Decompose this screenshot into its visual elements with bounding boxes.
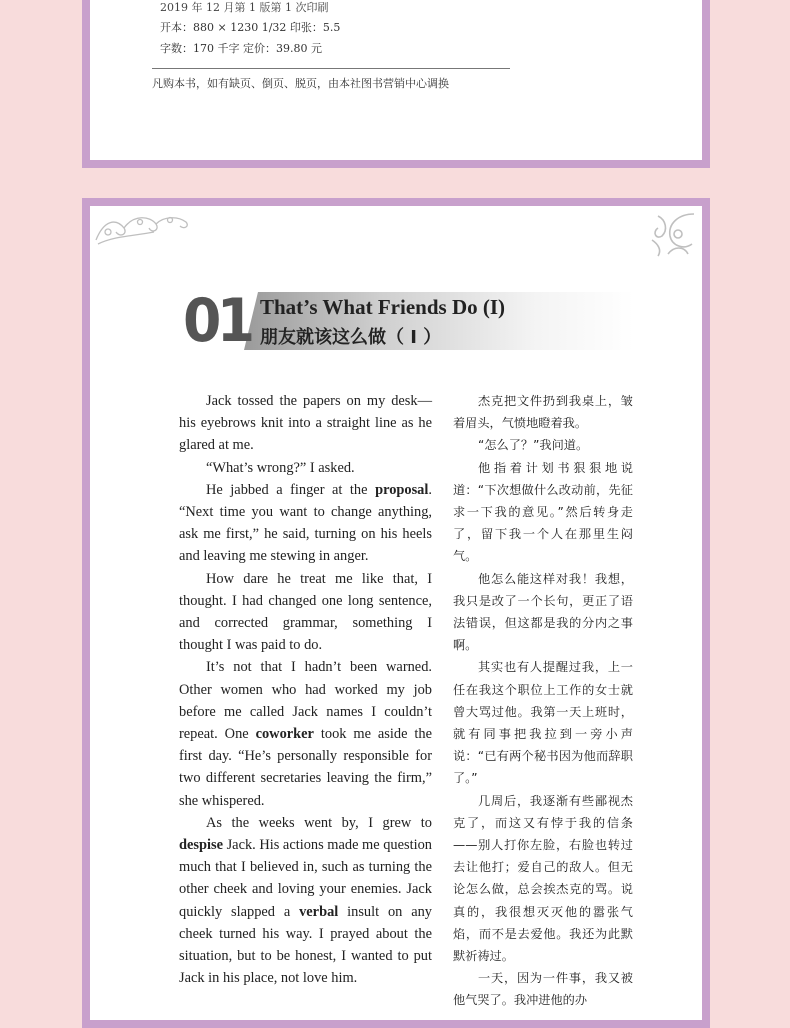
- imprint-print-run: 2019 年 12 月第 1 版第 1 次印刷: [160, 1, 329, 14]
- english-paragraph: As the weeks went by, I grew to despise Jack. His actions made me question much that I believed in, such as turning the other cheek and loving your enemies. Jack quickly slapped a verbal insult on any cheek turned his way. I prayed about the situation, but to be honest, I wanted to put Jack in his place, not love him.: [179, 814, 432, 987]
- divider: [152, 68, 510, 69]
- chinese-paragraph: 他指着计划书狠狠地说道：“下次想做什么改动前，先征求一下我的意见。”然后转身走了，留下我一个人在那里生闷气。: [453, 460, 633, 564]
- english-paragraph: “What’s wrong?” I asked.: [206, 459, 355, 476]
- copyright-page: [82, 0, 710, 168]
- vocab-word: proposal: [375, 481, 429, 498]
- chinese-paragraph: 几周后，我逐渐有些鄙视杰克了，而这又有悖于我的信条——别人打你左脸，右脸也转过去让他打；爱自己的敌人。但无论怎么做，总会挨杰克的骂。说真的，我很想灭灭他的嚣张气焰，而不是去爱他。我还为此默默祈祷过。: [453, 793, 633, 964]
- book-page: [82, 198, 710, 1028]
- chinese-text-column: [453, 390, 633, 1012]
- chapter-title-chinese: 朋友就该这么做（ Ⅰ ）: [260, 327, 442, 348]
- english-paragraph: Jack tossed the papers on my desk—his eyebrows knit into a straight line as he glared at me.: [179, 393, 432, 454]
- imprint-price: 字数：170 千字 定价：39.80 元: [160, 42, 322, 55]
- english-text-column: [179, 390, 432, 989]
- chinese-paragraph: 一天，因为一件事，我又被他气哭了。我冲进他的办: [453, 971, 633, 1008]
- chapter-number: 01: [183, 286, 251, 356]
- chinese-paragraph: “怎么了？”我问道。: [478, 438, 589, 453]
- chinese-paragraph: 他怎么能这样对我！我想，我只是改了一个长句，更正了语法错误，但这都是我的分内之事啊。: [453, 571, 633, 653]
- english-paragraph: How dare he treat me like that, I thought. I had changed one long sentence, and corrected grammar, something I thought I was paid to do.: [179, 570, 432, 654]
- chinese-paragraph: 杰克把文件扔到我桌上，皱着眉头，气愤地瞪着我。: [453, 394, 633, 431]
- vocab-word: verbal: [299, 903, 339, 920]
- imprint-format: 开本：880 × 1230 1/32 印张：5.5: [160, 21, 341, 34]
- vocab-word: coworker: [255, 726, 314, 743]
- chinese-paragraph: 其实也有人提醒过我，上一任在我这个职位上工作的女士就曾大骂过他。我第一天上班时，就有同事把我拉到一旁小声说：“已有两个秘书因为他而辞职了。”: [453, 660, 633, 786]
- english-paragraph: He jabbed a finger at the proposal. “Next time you want to change anything, ask me first,” he said, turning on his heels and leaving me stewing in anger.: [179, 481, 432, 565]
- flourish-ornament-icon: [94, 210, 194, 246]
- chapter-title-english: That’s What Friends Do (I): [260, 295, 506, 319]
- floral-corner-icon: [648, 210, 698, 260]
- english-paragraph: It’s not that I hadn’t been warned. Other women who had worked my job before me called Jack names I couldn’t repeat. One coworker took me aside the first day. “He’s personally responsible for two different secretaries leaving the firm,” she whispered.: [179, 659, 432, 809]
- exchange-notice: 凡购本书，如有缺页、倒页、脱页，由本社图书营销中心调换: [152, 77, 449, 90]
- vocab-word: despise: [179, 837, 223, 854]
